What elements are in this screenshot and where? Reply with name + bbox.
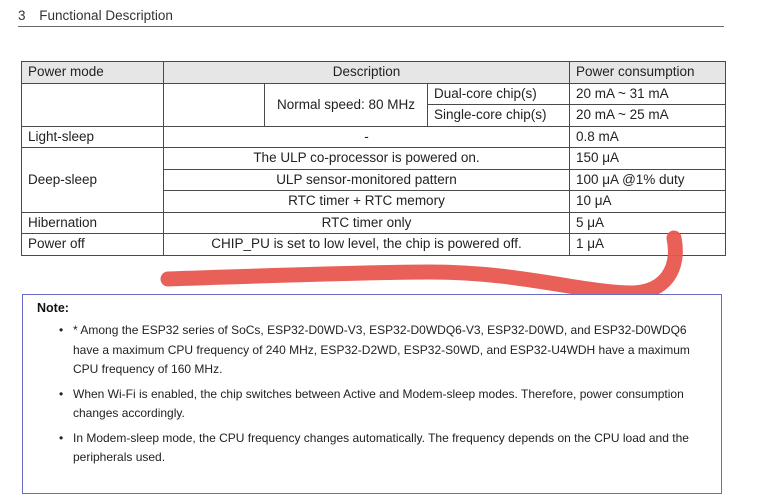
cell-power-off-desc: CHIP_PU is set to low level, the chip is powered off. xyxy=(164,234,570,256)
col-header-description: Description xyxy=(164,62,570,84)
bullet-icon: • xyxy=(59,323,64,337)
cell-deep-sleep-desc-2: ULP sensor-monitored pattern xyxy=(164,169,570,191)
section-title: Functional Description xyxy=(39,8,173,23)
note-box xyxy=(22,294,722,494)
cell-power-off: Power off xyxy=(22,234,164,256)
cell-deep-sleep-desc-1: The ULP co-processor is powered on. xyxy=(164,148,570,170)
note-text: * Among the ESP32 series of SoCs, ESP32-D0WD-V3, ESP32-D0WDQ6-V3, ESP32-D0WD, and ESP32-D0WDQ6 have a maximum CPU frequency of 240 MHz, ESP32-D2WD, ESP32-S0WD, and ESP32-U4WDH have a maximum CPU frequency of 160 MHz. xyxy=(73,323,690,376)
cell-deep-sleep-power-1: 150 μA xyxy=(570,148,726,170)
cell-hibernation-power: 5 μA xyxy=(570,212,726,234)
list-item xyxy=(59,385,713,424)
cell-light-sleep-desc: - xyxy=(164,126,570,148)
list-item xyxy=(59,429,713,468)
cell-deep-sleep-desc-3: RTC timer + RTC memory xyxy=(164,191,570,213)
cell-deep-sleep: Deep-sleep xyxy=(22,148,164,213)
col-header-power-mode: Power mode xyxy=(22,62,164,84)
section-number: 3 xyxy=(18,8,26,23)
cell-deep-sleep-power-3: 10 μA xyxy=(570,191,726,213)
col-header-power-consumption: Power consumption xyxy=(570,62,726,84)
cell-light-sleep-power: 0.8 mA xyxy=(570,126,726,148)
bullet-icon: • xyxy=(59,386,64,401)
cell-deep-sleep-power-2: 100 μA @1% duty xyxy=(570,169,726,191)
cell-light-sleep: Light-sleep xyxy=(22,126,164,148)
cell-dual-core: Dual-core chip(s) xyxy=(428,83,570,105)
cell-dual-core-power: 20 mA ~ 31 mA xyxy=(570,83,726,105)
note-list xyxy=(23,321,713,473)
cell-single-core-power: 20 mA ~ 25 mA xyxy=(570,105,726,127)
cell-normal-speed: Normal speed: 80 MHz xyxy=(265,83,428,126)
red-marker-stroke xyxy=(168,238,675,293)
cell-hibernation-desc: RTC timer only xyxy=(164,212,570,234)
note-title: Note: xyxy=(37,301,69,315)
cell-power-off-power: 1 μA xyxy=(570,234,726,256)
cell-single-core: Single-core chip(s) xyxy=(428,105,570,127)
note-text: In Modem-sleep mode, the CPU frequency changes automatically. The frequency depends on the CPU load and the peripherals used. xyxy=(73,430,689,464)
cell-hibernation: Hibernation xyxy=(22,212,164,234)
note-text: When Wi-Fi is enabled, the chip switches between Active and Modem-sleep modes. Therefore, power consumption changes accordingly. xyxy=(73,386,684,420)
list-item xyxy=(59,321,713,380)
bullet-icon: • xyxy=(59,430,64,445)
